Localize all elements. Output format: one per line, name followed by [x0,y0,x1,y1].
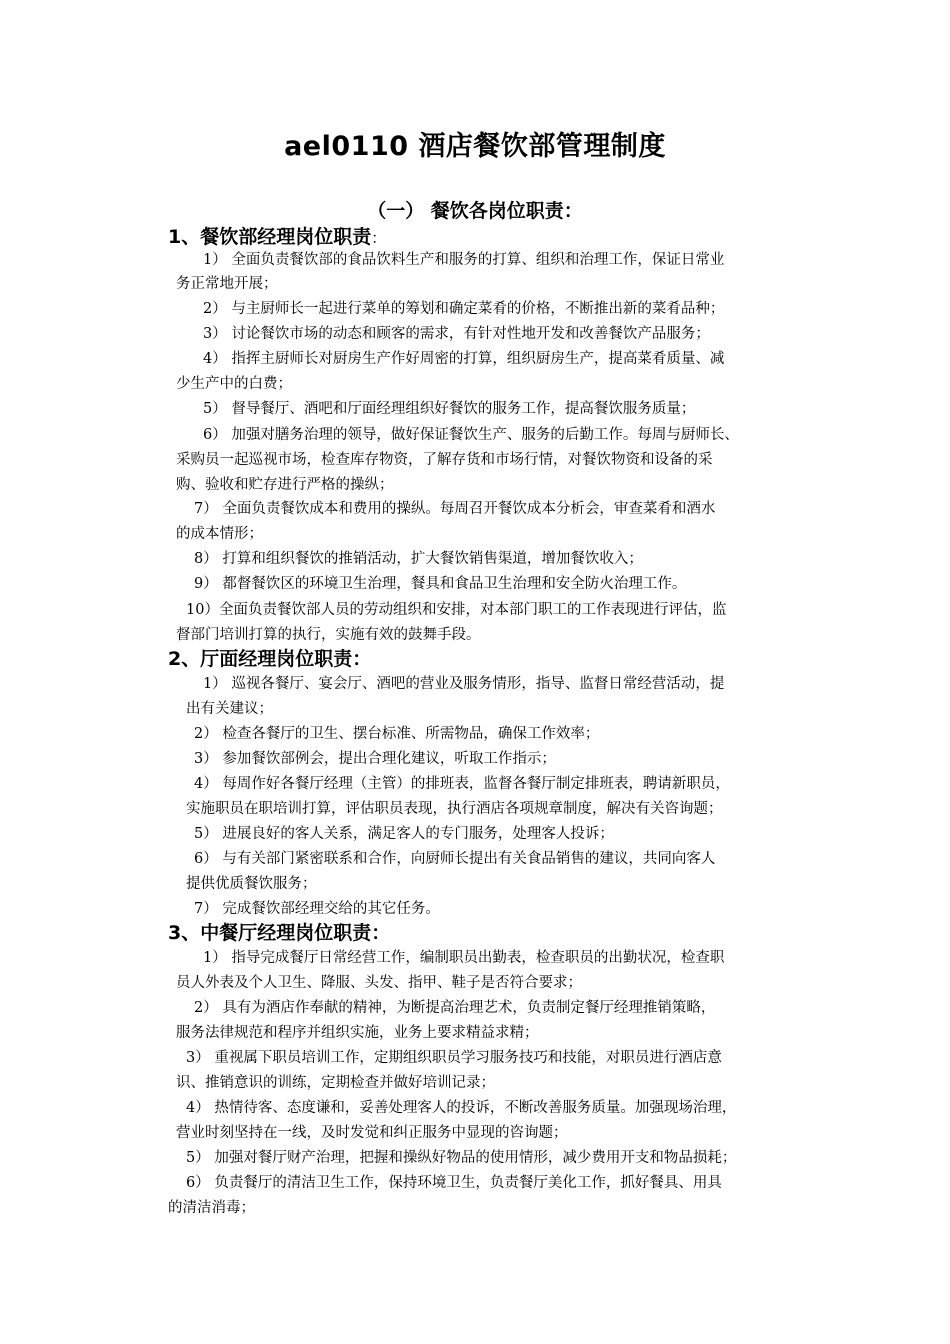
paragraph-line: 2） 检查各餐厅的卫生、摆台标准、所需物品，确保工作效率； [194,726,600,742]
paragraph-line: 提供优质餐饮服务； [186,876,317,892]
paragraph-line: 少生产中的白费； [176,376,292,392]
paragraph-line: 出有关建议； [186,701,273,717]
paragraph-line: 7） 完成餐饮部经理交给的其它任务。 [194,901,440,917]
section-group-title: （一） 餐饮各岗位职责： [367,200,583,222]
paragraph-line: 8） 打算和组织餐饮的推销活动，扩大餐饮销售渠道，增加餐饮收入； [194,551,643,567]
paragraph-line: 营业时刻坚持在一线，及时发觉和纠正服务中显现的咨询题； [176,1125,568,1141]
paragraph-line: 督部门培训打算的执行，实施有效的鼓舞手段。 [176,627,481,643]
section-heading-text: 2、厅面经理岗位职责： [168,648,372,670]
paragraph-line: 1） 指导完成餐厅日常经营工作，编制职员出勤表，检查职员的出勤状况，检查职 [203,950,725,966]
paragraph-line: 1） 全面负责餐饮部的食品饮料生产和服务的打算、组织和治理工作，保证日常业 [203,252,725,268]
paragraph-line: 实施职员在职培训打算，评估职员表现，执行酒店各项规章制度，解决有关咨询题； [186,801,723,817]
paragraph-line: 3） 参加餐饮部例会，提出合理化建议，听取工作指示； [194,751,556,767]
document-title: ael0110 酒店餐饮部管理制度 [284,131,666,162]
paragraph-line: 的成本情形； [176,526,263,542]
paragraph-line: 6） 加强对膳务治理的领导，做好保证餐饮生产、服务的后勤工作。每周与厨师长、 [203,427,739,443]
paragraph-line: 6） 负责餐厅的清洁卫生工作，保持环境卫生，负责餐厅美化工作，抓好餐具、用具 [186,1175,722,1191]
paragraph-line: 的清洁消毒； [168,1200,255,1216]
section-heading-1 [168,224,386,251]
paragraph-line: 服务法律规范和程序并组织实施，业务上要求精益求精； [176,1025,539,1041]
section-heading-2 [168,646,371,673]
section-heading-text: 3、中餐厅经理岗位职责： [168,922,391,944]
paragraph-line: 1） 巡视各餐厅、宴会厅、酒吧的营业及服务情形，指导、监督日常经营活动，提 [203,676,725,692]
paragraph-line: 5） 进展良好的客人关系，满足客人的专门服务，处理客人投诉； [194,826,614,842]
section-heading-colon: ： [371,229,387,247]
paragraph-line: 6） 与有关部门紧密联系和合作，向厨师长提出有关食品销售的建议，共同向客人 [194,851,716,867]
paragraph-line: 员人外表及个人卫生、降服、头发、指甲、鞋子是否符合要求； [176,975,582,991]
paragraph-line: 3） 讨论餐饮市场的动态和顾客的需求，有针对性地开发和改善餐饮产品服务； [203,326,710,342]
section-heading-3 [168,920,390,947]
paragraph-line: 7） 全面负责餐饮成本和费用的操纵。每周召开餐饮成本分析会，审查菜肴和酒水 [194,501,716,517]
section-heading-text: 1、餐饮部经理岗位职责 [168,226,372,248]
paragraph-line: 5） 加强对餐厅财产治理，把握和操纵好物品的使用情形，减少费用开支和物品损耗； [186,1150,737,1166]
paragraph-line: 识、推销意识的训练，定期检查并做好培训记录； [176,1075,495,1091]
paragraph-line: 购、验收和贮存进行严格的操纵； [176,477,394,493]
paragraph-line: 2） 具有为酒店作奉献的精神，为断提高治理艺术，负责制定餐厅经理推销策略， [194,1000,716,1016]
paragraph-line: 采购员一起巡视市场，检查库存物资，了解存货和市场行情，对餐饮物资和设备的采 [176,452,713,468]
paragraph-line: 4） 指挥主厨师长对厨房生产作好周密的打算，组织厨房生产，提高菜肴质量、减 [203,351,725,367]
paragraph-line: 3） 重视属下职员培训工作，定期组织职员学习服务技巧和技能，对职员进行酒店意 [186,1050,722,1066]
paragraph-line: 10）全面负责餐饮部人员的劳动组织和安排，对本部门职工的工作表现进行评估，监 [186,602,727,618]
paragraph-line: 9） 都督餐饮区的环境卫生治理，餐具和食品卫生治理和安全防火治理工作。 [194,576,687,592]
paragraph-line: 4） 每周作好各餐厅经理（主管）的排班表，监督各餐厅制定排班表，聘请新职员， [194,776,730,792]
paragraph-line: 2） 与主厨师长一起进行菜单的筹划和确定菜肴的价格，不断推出新的菜肴品种； [203,301,725,317]
paragraph-line: 5） 督导餐厅、酒吧和厅面经理组织好餐饮的服务工作，提高餐饮服务质量； [203,401,696,417]
paragraph-line: 务正常地开展； [176,276,278,292]
paragraph-line: 4） 热情待客、态度谦和，妥善处理客人的投诉，不断改善服务质量。加强现场治理， [186,1100,737,1116]
